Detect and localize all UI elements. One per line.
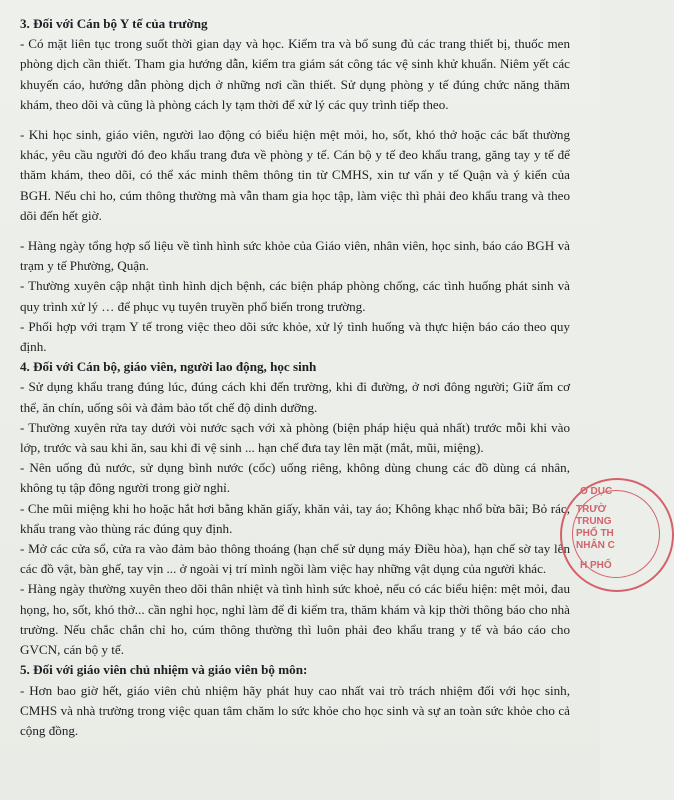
section-4-heading: 4. Đối với Cán bộ, giáo viên, người lao động, học sinh (20, 359, 317, 375)
section-4-paragraph-1: - Sử dụng khẩu trang đúng lúc, đúng cách khi đến trường, khi đi đường, ở nơi đông người; Giữ ấm cơ thể, ăn chín, uống sôi và đảm bảo tốt chế độ dinh dưỡng. (20, 379, 570, 415)
school-stamp (560, 478, 674, 592)
section-3-paragraph-5: - Phối hợp với trạm Y tế trong việc theo dõi sức khỏe, xử lý tình huống và thực hiện báo cáo theo quy định. (20, 318, 570, 355)
section-5-heading: 5. Đối với giáo viên chủ nhiệm và giáo viên bộ môn: (20, 662, 308, 678)
section-3-paragraph-1: - Có mặt liên tục trong suốt thời gian dạy và học. Kiểm tra và bổ sung đủ các trang thiết bị, thuốc men phòng dịch cần thiết. Tham gia hướng dẫn, kiểm tra giám sát công tác vệ sinh khử khuẩn. Niêm yết các khuyến cáo, hướng dẫn phòng dịch ở những nơi cần thiết. Sử dụng phòng y tế đúng chức năng thăm khám, theo dõi và cũng là phòng cách ly tạm thời để xử lý các quy trình tiếp theo. (20, 36, 570, 112)
section-4-paragraph-2: - Thường xuyên rửa tay dưới vòi nước sạch với xà phòng (biện pháp hiệu quả nhất) trước mỗi khi vào lớp, trước và sau khi ăn, sau khi đi vệ sinh ... hạn chế đưa tay lên mặt (mắt, mũi, miệng). (20, 419, 570, 456)
section-4-paragraph-6: - Hàng ngày thường xuyên theo dõi thân nhiệt và tình hình sức khoẻ, nếu có các biểu hiện: mệt mỏi, đau họng, ho, sốt, khó thở... cần nghỉ học, nghỉ làm để đi kiểm tra, thăm khám và kịp thời thông báo cho nhà trường. Nếu chắc chắn chỉ ho, cúm thông thường thì luôn phải đeo khẩu trang y tế và báo cáo cho GVCN, cán bộ y tế. (20, 581, 570, 658)
stamp-text: O DỤC (580, 486, 613, 497)
section-3-heading: 3. Đối với Cán bộ Y tế của trường (20, 16, 208, 31)
stamp-text: TRƯỜ (576, 504, 607, 515)
section-3-paragraph-2: - Khi học sinh, giáo viên, người lao động có biểu hiện mệt mỏi, ho, sốt, khó thở hoặc các bất thường khác, yêu cầu người đó đeo khẩu trang đưa về phòng y tế. Cán bộ y tế đeo khẩu trang, găng tay y tế để thăm khám, theo dõi, có thể xác minh thêm thông tin từ CMHS, xin tư vấn y tế Quận và ý kiến của BGH. Nếu chỉ ho, cúm thông thường mà vẫn tham gia học tập, làm việc thì phải đeo khẩu trang và theo dõi đến hết giờ. (20, 127, 570, 223)
stamp-text: NHÂN C (576, 540, 615, 551)
section-4-paragraph-3: - Nên uống đủ nước, sử dụng bình nước (cốc) uống riêng, không dùng chung các đồ dùng cá nhân, không tụ tập đông người trong giờ nghỉ. (20, 460, 570, 496)
section-4-paragraph-5: - Mở các cửa sổ, cửa ra vào đảm bảo thông thoáng (hạn chế sử dụng máy Điều hòa), hạn chế sờ tay lên các đồ vật, bàn ghế, tay vịn ... ở ngoài vị trí mình ngồi làm việc hay những vật dụng của người khác. (20, 541, 570, 577)
stamp-text: H PHỐ (580, 560, 612, 571)
section-4-paragraph-4: - Che mũi miệng khi ho hoặc hắt hơi bằng khăn giấy, khăn vải, tay áo; Không khạc nhổ bừa bãi; Bỏ rác, khẩu trang vào thùng rác đúng quy định. (20, 500, 570, 536)
section-3-paragraph-4: - Thường xuyên cập nhật tình hình dịch bệnh, các biện pháp phòng chống, các tình huống phát sinh và quy trình xử lý … để phục vụ tuyên truyền phổ biến trong trường. (20, 278, 570, 314)
stamp-text: TRUNG (576, 516, 612, 527)
section-3-paragraph-3: - Hàng ngày tổng hợp số liệu về tình hình sức khỏe của Giáo viên, nhân viên, học sinh, báo cáo BGH và trạm y tế Phường, Quận. (20, 238, 570, 274)
section-5-paragraph-1: - Hơn bao giờ hết, giáo viên chủ nhiệm hãy phát huy cao nhất vai trò trách nhiệm đối với học sinh, CMHS và nhà trường trong việc quan tâm chăm lo sức khỏe cho học sinh và sự an toàn sức khỏe cho cả cộng đồng. (20, 682, 570, 738)
stamp-text: PHỔ TH (576, 528, 614, 539)
document-body (20, 14, 570, 741)
